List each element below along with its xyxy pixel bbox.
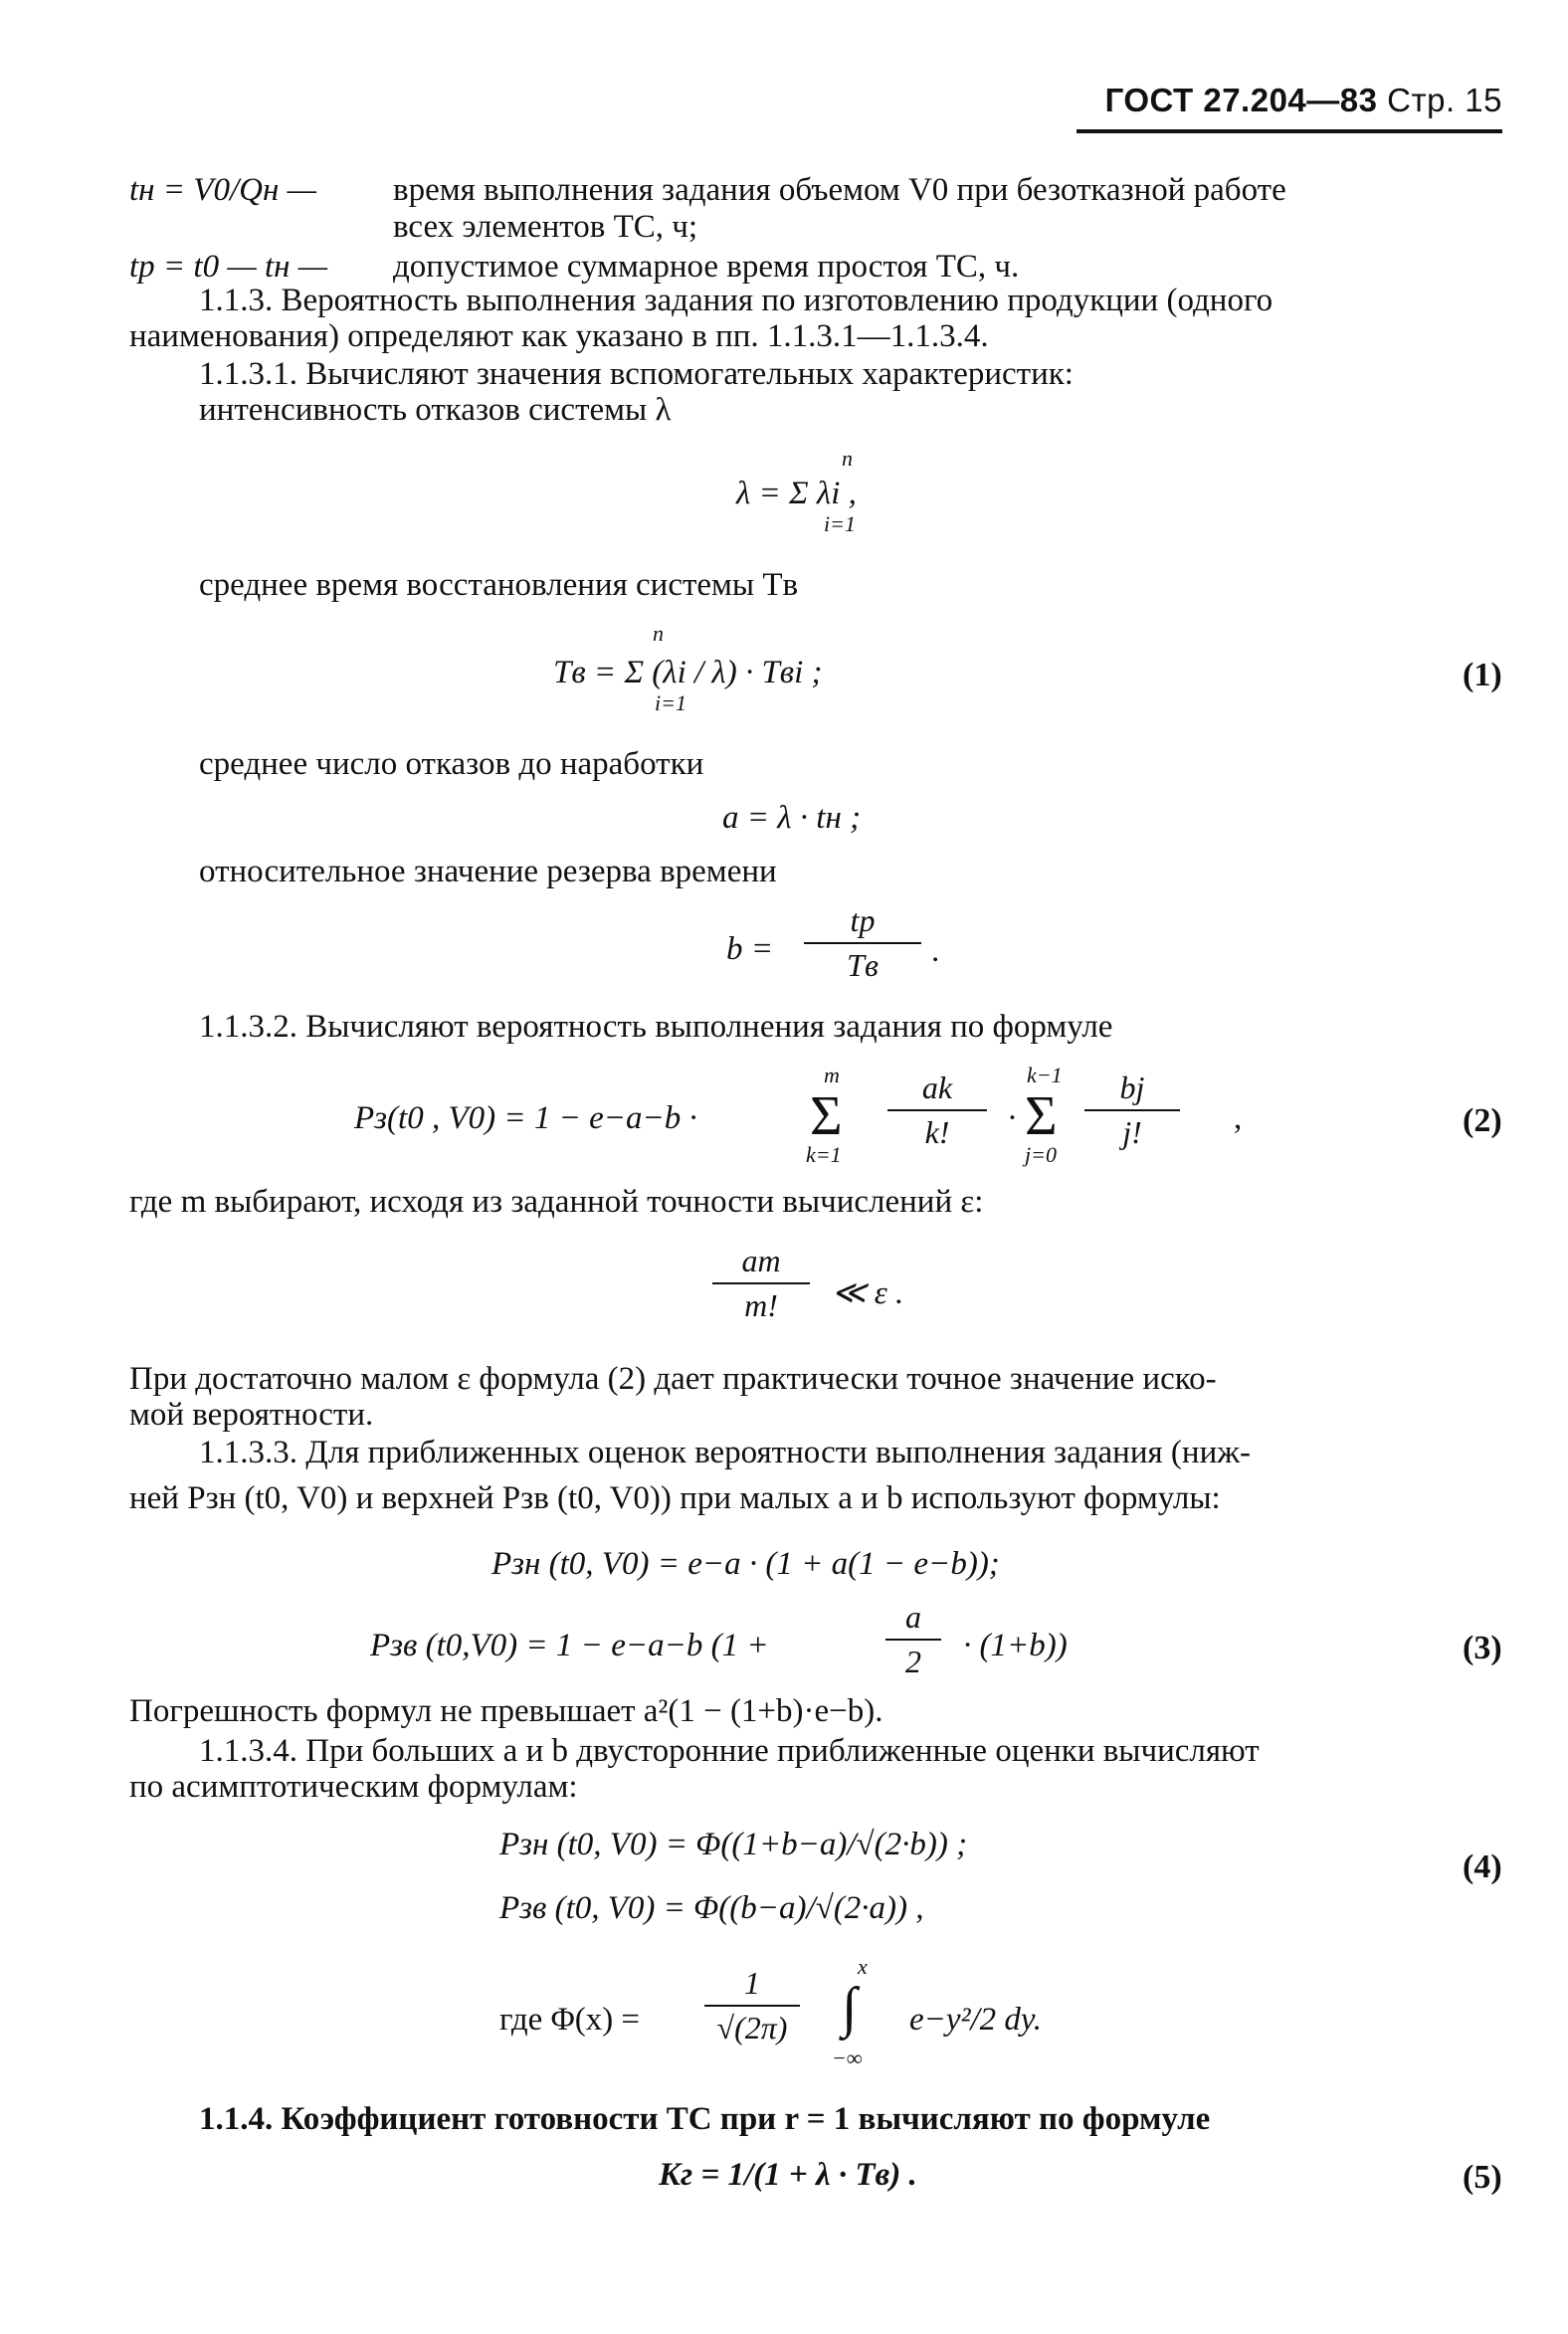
sum1-symbol: Σ (810, 1085, 843, 1147)
integral-lower-limit: −∞ (832, 2045, 863, 2070)
Tv-sum-bottom: i=1 (655, 690, 686, 715)
two-denominator: 2 (905, 1644, 921, 1680)
a-formula: a = λ · tн ; (722, 800, 862, 836)
am-numerator: am (741, 1243, 781, 1278)
b-numerator: tр (850, 902, 876, 938)
lambda-formula: λ = Σ λi , (736, 476, 857, 511)
fraction-bar (887, 1109, 987, 1111)
para-1134-line2: по асимптотическим формулам: (129, 1769, 578, 1805)
phi-fraction (704, 1966, 800, 2045)
bj-numerator: bj (1119, 1070, 1145, 1105)
where-m-text: где m выбирают, исходя из заданной точности вычислений ε: (129, 1184, 984, 1220)
lower-estimate-formula: Pзн (t0, V0) = e−a · (1 + a(1 − e−b)); (491, 1546, 1000, 1582)
fraction-bar (712, 1282, 810, 1284)
tp-definition-lhs: tр = t0 — tн — (129, 249, 328, 285)
fraction-bar (704, 2005, 800, 2007)
upper-estimate-formula-b: · (1+b)) (963, 1628, 1068, 1663)
sum2-symbol: Σ (1025, 1085, 1058, 1147)
integral-upper-limit: x (858, 1954, 868, 1979)
lambda-sum-bottom: i=1 (824, 511, 856, 536)
gost-number: ГОСТ 27.204—83 (1104, 82, 1378, 118)
para-113-line1: 1.1.3. Вероятность выполнения задания по изготовлению продукции (одного (199, 283, 1274, 318)
a-numerator: a (905, 1599, 921, 1635)
fraction-bar (1084, 1109, 1180, 1111)
page-header (1105, 82, 1502, 119)
phi-numerator: 1 (744, 1965, 760, 2001)
ak-denominator: k! (924, 1114, 950, 1151)
fraction-bar (885, 1639, 941, 1641)
upper-estimate-formula-a: Pзв (t0,V0) = 1 − e−a−b (1 + (370, 1628, 769, 1663)
a-over-2-fraction (885, 1600, 941, 1679)
b-formula-end: . (931, 933, 940, 969)
a-intro: среднее число отказов до наработки (199, 746, 704, 782)
para-114-line1: 1.1.4. Коэффициент готовности ТС при r = 1 вычисляют по формуле (199, 2101, 1211, 2137)
para-1131-line1: 1.1.3.1. Вычисляют значения вспомогательных характеристик: (199, 356, 1074, 392)
asymptotic-upper-formula: Pзв (t0, V0) = Φ((b−a)/√(2·a)) , (499, 1890, 924, 1926)
lambda-sum-top: n (842, 446, 853, 471)
tn-definition-lhs: tн = V0/Qн — (129, 172, 316, 208)
P-formula-lhs: Pз(t0 , V0) = 1 − e−a−b · (354, 1100, 697, 1136)
phi-denominator: √(2π) (716, 2010, 788, 2046)
equation-number-1: (1) (1463, 657, 1502, 693)
para-1131-line2: интенсивность отказов системы λ (199, 392, 672, 428)
para-113-line2: наименования) определяют как указано в пп. 1.1.3.1—1.1.3.4. (129, 318, 989, 354)
Tv-formula: Tв = Σ (λi / λ) · Tвi ; (553, 655, 823, 690)
equation-number-3: (3) (1463, 1630, 1502, 1666)
ak-fraction (887, 1070, 987, 1150)
am-denominator: m! (744, 1287, 778, 1324)
phi-integrand: e−y²/2 dy. (909, 2002, 1042, 2038)
tn-definition-text-cont: всех элементов ТС, ч; (393, 209, 698, 245)
sum1-bottom: k=1 (806, 1142, 842, 1167)
phi-definition-lhs: где Φ(x) = (499, 2002, 641, 2038)
small-epsilon-line2: мой вероятности. (129, 1397, 374, 1433)
bj-fraction (1084, 1070, 1180, 1150)
equation-number-2: (2) (1463, 1102, 1502, 1139)
comma: , (1234, 1100, 1243, 1136)
b-denominator: Tв (847, 947, 879, 984)
page-number: Стр. 15 (1387, 82, 1502, 118)
am-relation: ≪ ε . (832, 1275, 904, 1311)
tn-definition-text: время выполнения задания объемом V0 при безотказной работе (393, 172, 1286, 208)
b-intro: относительное значение резерва времени (199, 854, 777, 889)
bj-denominator: j! (1122, 1114, 1142, 1151)
tp-definition-text: допустимое суммарное время простоя ТС, ч. (393, 249, 1020, 285)
equation-number-5: (5) (1463, 2159, 1502, 2196)
sum2-top: k−1 (1027, 1063, 1063, 1087)
para-1133-line2: ней Pзн (t0, V0) и верхней Pзв (t0, V0)) при малых a и b используют формулы: (129, 1480, 1221, 1516)
b-formula-lhs: b = (726, 931, 774, 967)
integral-symbol: ∫ (842, 1977, 858, 2039)
small-epsilon-line1: При достаточно малом ε формула (2) дает практически точное значение иско- (129, 1361, 1217, 1397)
ak-numerator: ak (921, 1070, 953, 1105)
error-estimate: Погрешность формул не превышает a²(1 − (1+b)·e−b). (129, 1693, 883, 1729)
availability-formula: Kг = 1/(1 + λ · Tв) . (659, 2157, 917, 2193)
sum1-top: m (824, 1063, 840, 1087)
para-1132-line1: 1.1.3.2. Вычисляют вероятность выполнения задания по формуле (199, 1009, 1113, 1045)
Tv-intro: среднее время восстановления системы Tв (199, 567, 799, 603)
para-1133-line1: 1.1.3.3. Для приближенных оценок вероятности выполнения задания (ниж- (199, 1435, 1252, 1470)
am-fraction (712, 1244, 810, 1323)
sum2-bottom: j=0 (1025, 1142, 1057, 1167)
para-1134-line1: 1.1.3.4. При больших a и b двусторонние приближенные оценки вычисляют (199, 1733, 1260, 1769)
Tv-sum-top: n (653, 621, 664, 646)
header-rule (1077, 129, 1502, 133)
equation-number-4: (4) (1463, 1848, 1502, 1885)
b-fraction (804, 903, 921, 983)
dot-operator: · (1007, 1100, 1018, 1136)
asymptotic-lower-formula: Pзн (t0, V0) = Φ((1+b−a)/√(2·b)) ; (499, 1827, 968, 1862)
fraction-bar (804, 942, 921, 944)
